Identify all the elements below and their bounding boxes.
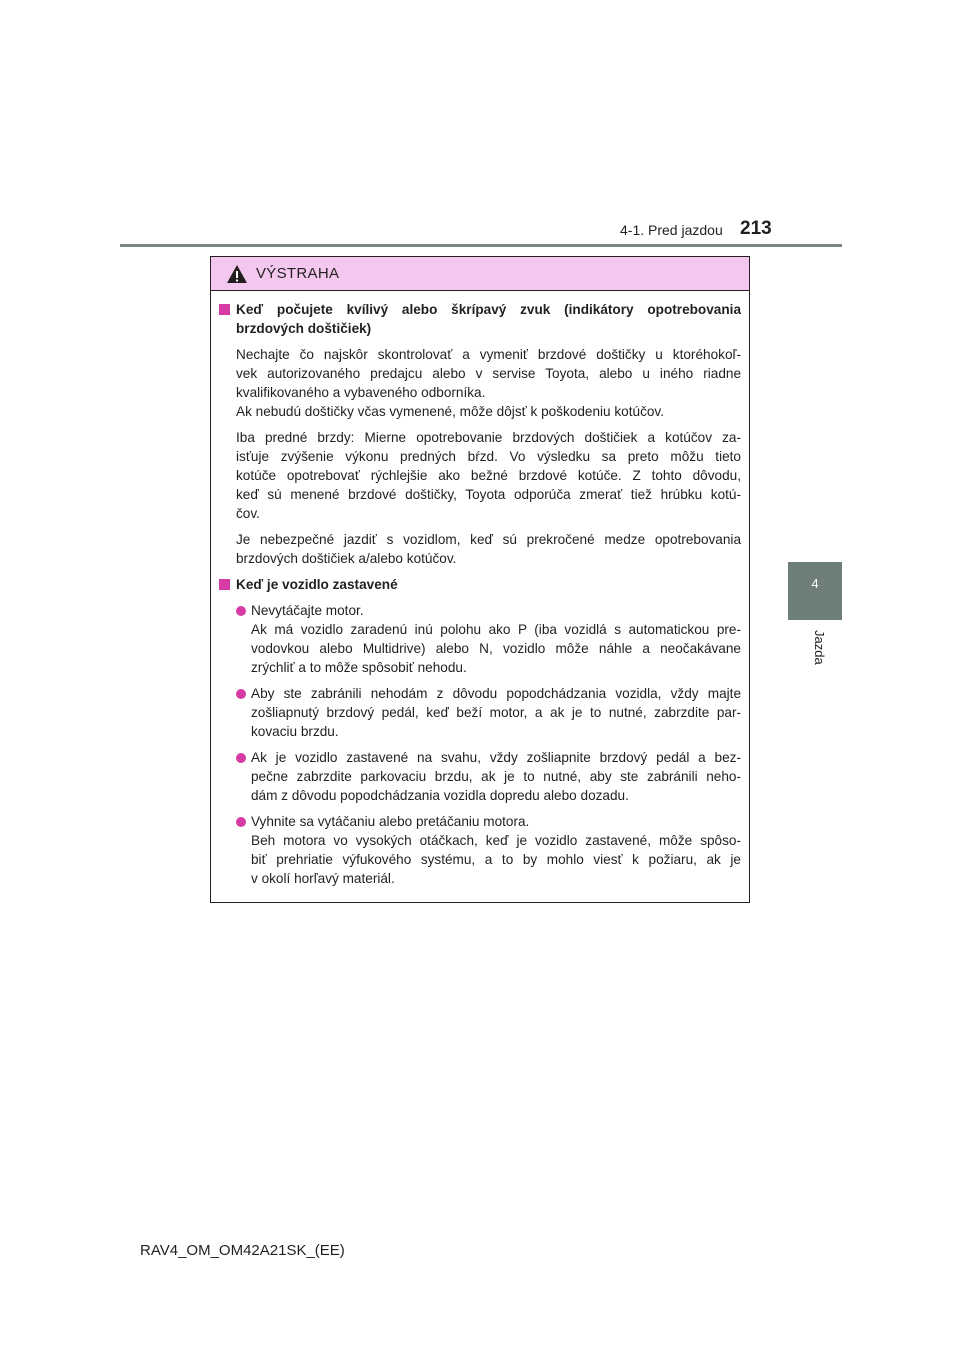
paragraph: Je nebezpečné jazdiť s vozidlom, keď sú prekročené medze opotrebovania brzdových doštičiek a/alebo kotúčov. xyxy=(236,532,741,566)
square-bullet-icon xyxy=(219,304,230,315)
list-item: Nevytáčajte motor. Ak má vozidlo zaradenú inú polohu ako P (iba vozidlá s automatickou pre- vodovkou alebo Multidrive) alebo N, vozidlo môže náhle a neočakávane zrýchliť a to môže spôsobiť nehodu. xyxy=(219,601,741,677)
circle-bullet-icon xyxy=(236,753,246,763)
chapter-tab-number: 4 xyxy=(811,576,819,591)
circle-bullet-icon xyxy=(236,817,246,827)
header-rule xyxy=(120,244,842,247)
paragraph: Nechajte čo najskôr skontrolovať a vymeniť brzdové doštičky u ktoréhokoľ- vek autorizovaného predajcu alebo v servise Toyota, alebo u iného riadne kvalifikovaného a vybaveného odborníka. Ak nebudú doštičky včas vymenené, môže dôjsť k poškodeniu kotúčov. xyxy=(236,347,741,419)
square-bullet-icon xyxy=(219,579,230,590)
warning-triangle-icon xyxy=(226,264,248,284)
page-number: 213 xyxy=(740,218,772,239)
section-heading: Keď je vozidlo zastavené xyxy=(219,575,741,594)
list-item: Vyhnite sa vytáčaniu alebo pretáčaniu motora. Beh motora vo vysokých otáčkach, keď je vozidlo zastavené, môže spôso- biť prehriatie výfukového systému, a to by mohlo viesť k požiaru, ak je v okolí horľavý materiál. xyxy=(219,812,741,888)
section-heading: Keď počujete kvílivý alebo škrípavý zvuk (indikátory opotrebovania brzdových doštičiek) xyxy=(219,300,741,338)
document-code: RAV4_OM_OM42A21SK_(EE) xyxy=(140,1242,345,1259)
chapter-tab xyxy=(788,562,842,620)
warning-header xyxy=(211,257,749,291)
section-label: 4-1. Pred jazdou xyxy=(620,222,723,238)
paragraph: Iba predné brzdy: Mierne opotrebovanie brzdových doštičiek a kotúčov za- isťuje zvýšenie výkonu predných bŕzd. Vo výsledku sa preto môžu tieto kotúče opotrebovať rýchlejšie ako bežné brzdové kotúče. Z tohto dôvodu, keď sú menené brzdové doštičky, Toyota odporúča zmerať tiež hrúbku kotú- čov. xyxy=(236,430,741,521)
warning-box xyxy=(210,256,750,903)
circle-bullet-icon xyxy=(236,689,246,699)
warning-body xyxy=(211,291,749,888)
circle-bullet-icon xyxy=(236,606,246,616)
warning-title: VÝSTRAHA xyxy=(256,265,340,282)
list-item: Ak je vozidlo zastavené na svahu, vždy zošliapnite brzdový pedál a bez- pečne zabrzdite parkovaciu brzdu, ak je to nutné, aby ste zabránili neho- dám z dôvodu popodchádzania vozidla dopredu alebo dozadu. xyxy=(219,748,741,805)
list-item: Aby ste zabránili nehodám z dôvodu popodchádzania vozidla, vždy majte zošliapnutý brzdový pedál, keď beží motor, a ak je to nutné, zabrzdite par- kovaciu brzdu. xyxy=(219,684,741,741)
chapter-tab-label: Jazda xyxy=(812,630,827,665)
